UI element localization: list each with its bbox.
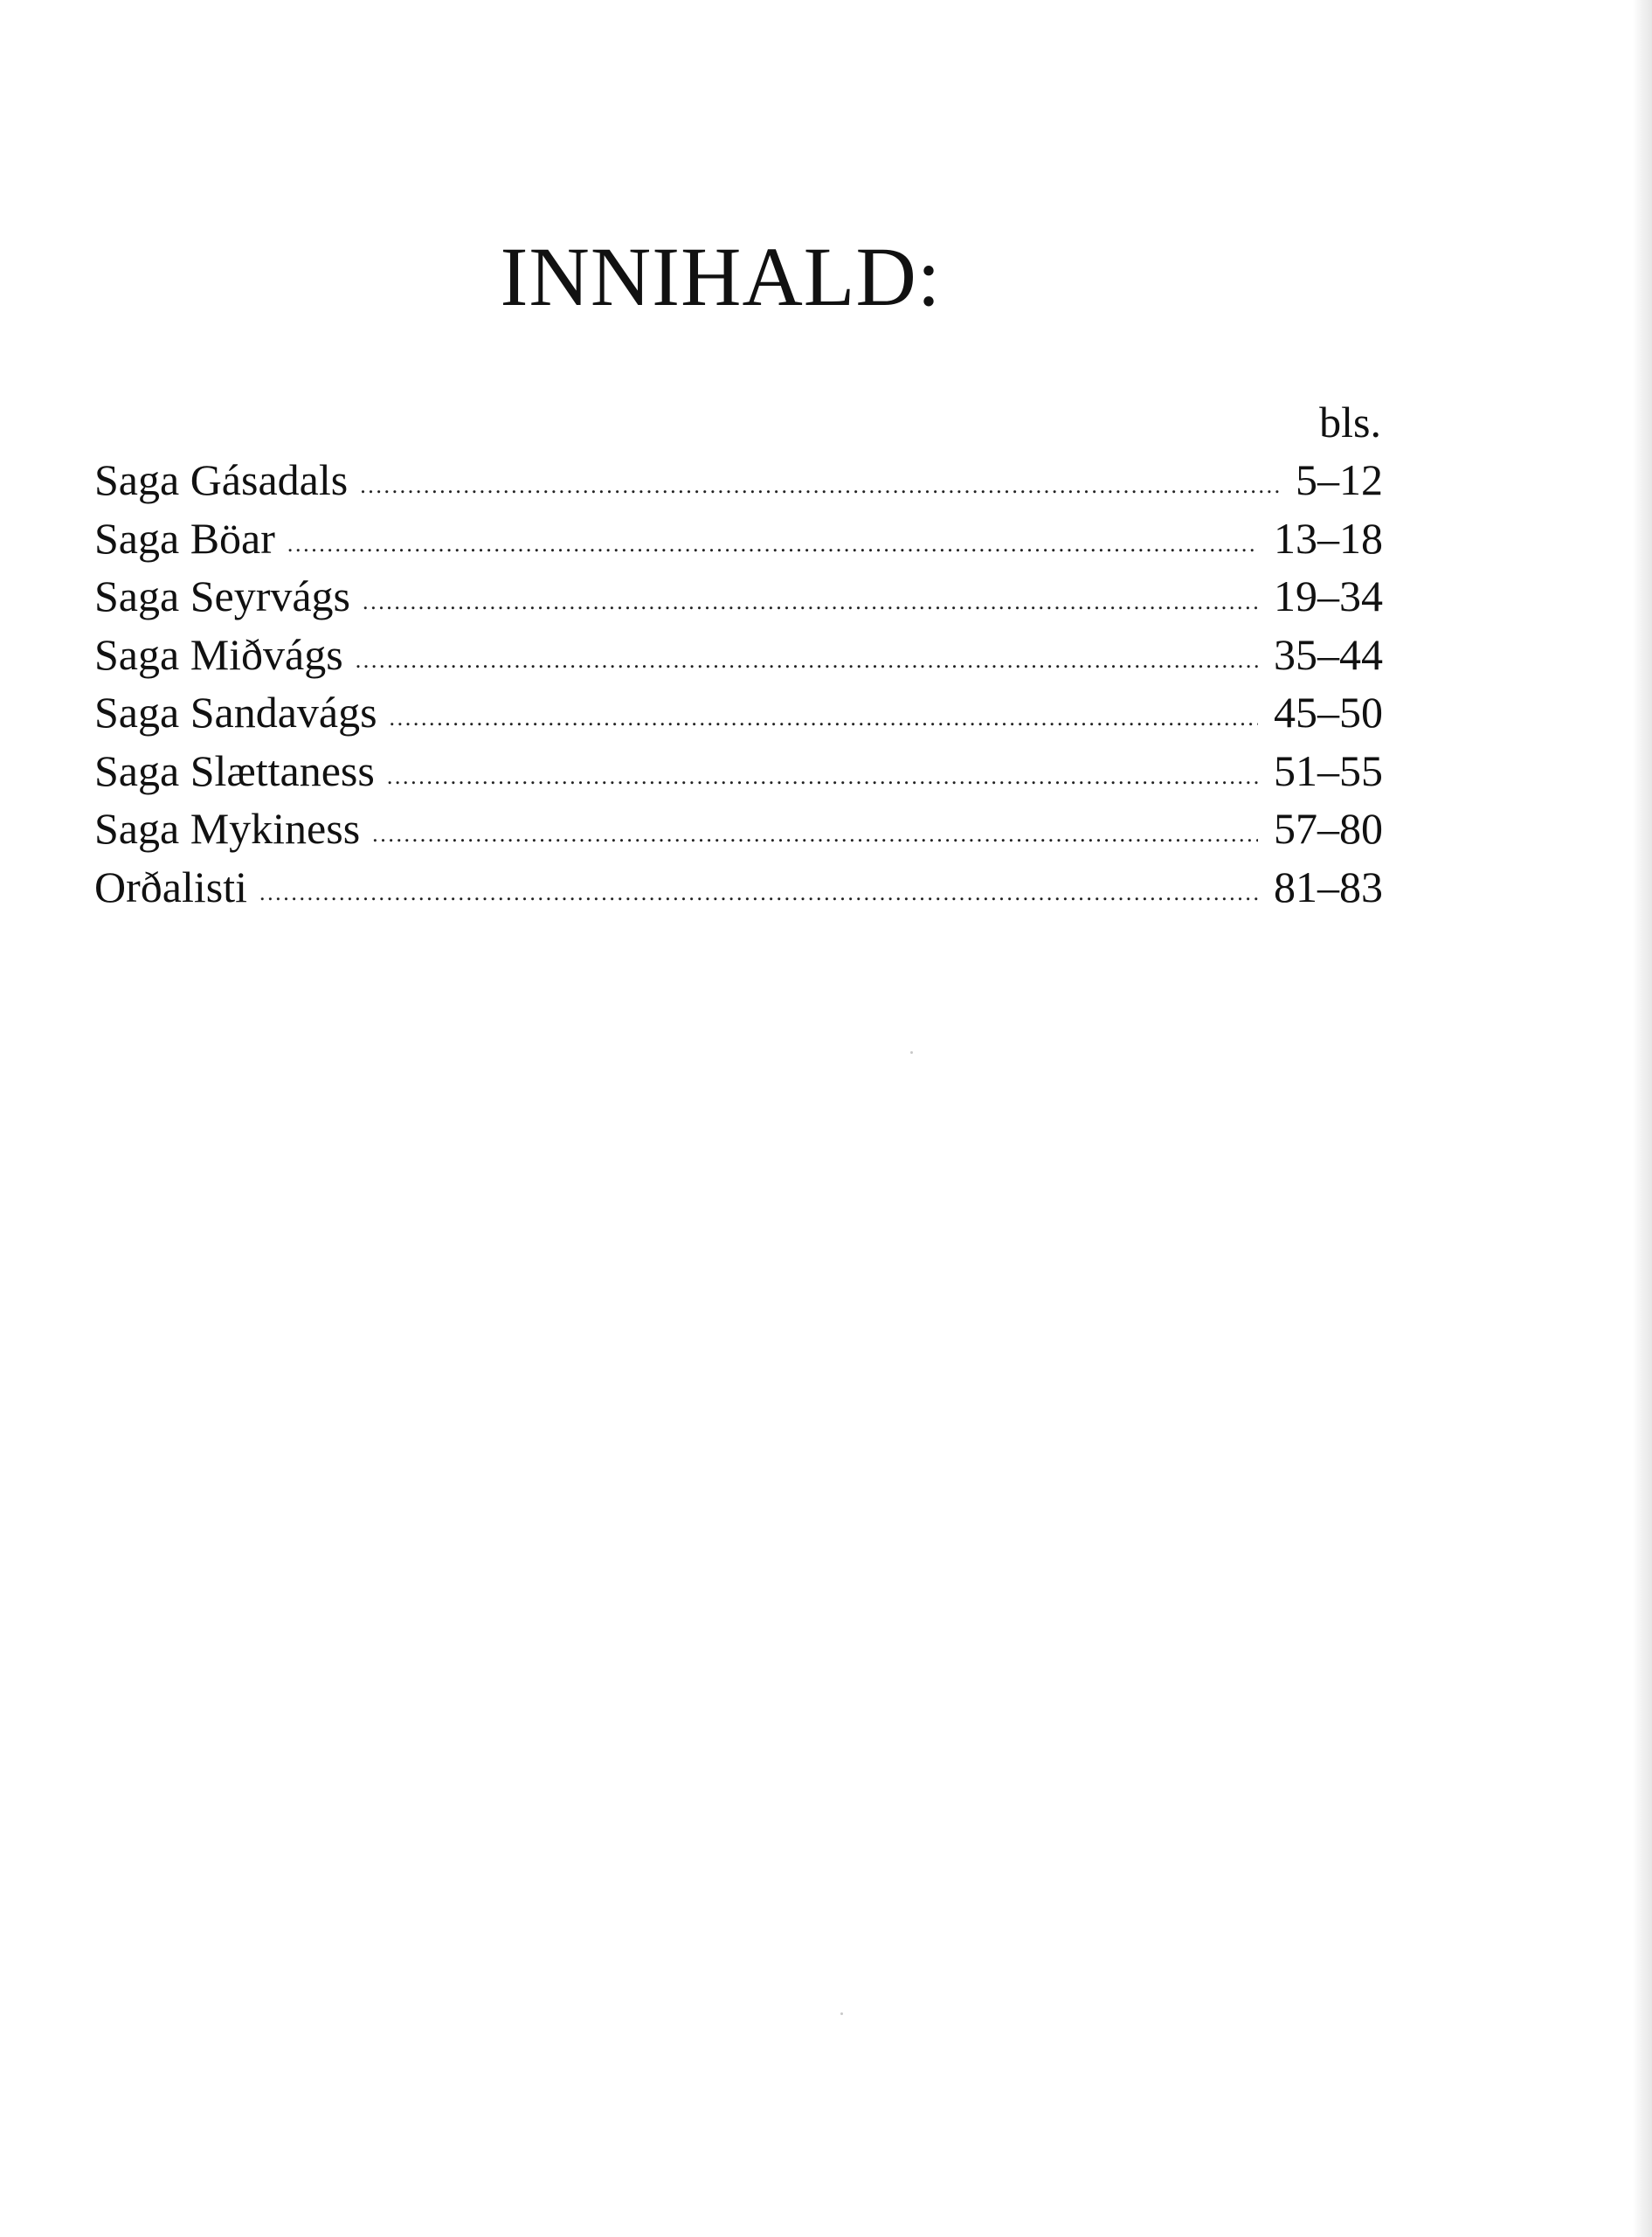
toc-entry-title: Orðalisti xyxy=(94,862,247,911)
toc-entry-pages: 35–44 xyxy=(1274,629,1383,679)
paper-speck xyxy=(840,2012,843,2015)
toc-entry-pages: 57–80 xyxy=(1274,804,1383,853)
toc-entry xyxy=(94,567,1383,626)
toc-entry-title: Saga Slættaness xyxy=(94,745,375,795)
toc-entry-title: Saga Gásadals xyxy=(94,455,349,504)
toc-entry-pages: 51–55 xyxy=(1274,745,1383,795)
page-edge-shadow xyxy=(1633,0,1652,2237)
toc-entry-title: Saga Seyrvágs xyxy=(94,571,350,620)
dot-leader xyxy=(390,689,1258,748)
page-column-header: bls. xyxy=(1319,398,1381,447)
toc-entry xyxy=(94,742,1383,800)
dot-leader xyxy=(360,457,1280,516)
toc-entry xyxy=(94,683,1383,742)
toc-entry xyxy=(94,800,1383,858)
dot-leader xyxy=(259,864,1258,923)
toc-entry-pages: 19–34 xyxy=(1274,571,1383,620)
toc-entry-title: Saga Sandavágs xyxy=(94,688,377,737)
toc-entry-pages: 13–18 xyxy=(1274,513,1383,563)
paper-speck xyxy=(910,1051,913,1054)
dot-leader xyxy=(363,573,1258,632)
toc-entry-pages: 45–50 xyxy=(1274,688,1383,737)
dot-leader xyxy=(287,516,1258,574)
table-of-contents xyxy=(94,393,1383,916)
dot-leader xyxy=(387,748,1258,807)
toc-entry xyxy=(94,626,1383,684)
toc-entry xyxy=(94,858,1383,917)
page-title: INNIHALD: xyxy=(500,230,942,323)
toc-entry-title: Saga Miðvágs xyxy=(94,629,343,679)
toc-entry-pages: 5–12 xyxy=(1296,455,1383,504)
toc-entry xyxy=(94,509,1383,568)
dot-leader xyxy=(372,806,1258,864)
toc-entry-title: Saga Mykiness xyxy=(94,804,361,853)
dot-leader xyxy=(356,632,1258,690)
toc-entry-title: Saga Böar xyxy=(94,513,275,563)
toc-entry-pages: 81–83 xyxy=(1274,862,1383,911)
toc-entry xyxy=(94,451,1383,509)
